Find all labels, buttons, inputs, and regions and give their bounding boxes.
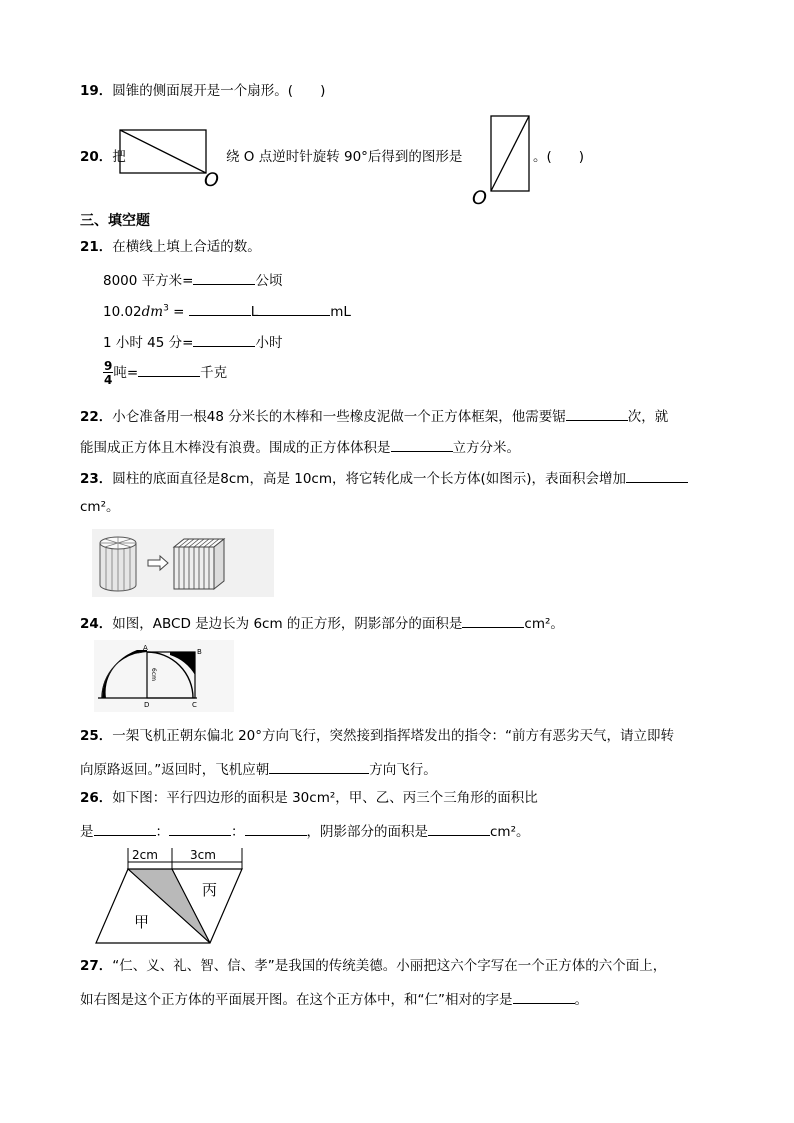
question-text: 如图，ABCD 是边长为 6cm 的正方形，阴影部分的面积是 (112, 616, 463, 632)
question-text: 小仑准备用一根48 分米长的木棒和一些橡皮泥做一个正方体框架，他需要锯 (112, 409, 566, 425)
question-number: 25． (80, 728, 113, 744)
cuboid (174, 539, 224, 589)
q21-line-4 (103, 360, 227, 386)
question-number: 23． (80, 471, 113, 487)
label-a: A (143, 644, 148, 652)
parallelogram-figure (92, 845, 248, 947)
rectangle-diagonal-figure (116, 126, 228, 190)
answer-blank[interactable] (513, 991, 575, 1004)
label-c: C (192, 701, 197, 709)
diagonal-line (120, 130, 206, 173)
answer-blank[interactable] (462, 615, 524, 628)
question-19 (80, 85, 325, 99)
question-text: 如下图：平行四边形的面积是 30cm²，甲、乙、丙三个三角形的面积比 (112, 790, 538, 806)
length-label-left: 2cm (132, 848, 158, 862)
question-22-line-2 (80, 439, 520, 456)
point-o-label: O (472, 187, 487, 208)
question-24 (80, 615, 564, 632)
question-number: 26． (80, 790, 113, 806)
question-number: 21． (80, 239, 113, 255)
unit: L (250, 304, 259, 320)
unit: 公顷 (255, 273, 283, 289)
answer-blank[interactable] (626, 470, 688, 483)
question-number: 22． (80, 409, 113, 425)
answer-blank[interactable] (193, 334, 255, 347)
denominator: 4 (104, 373, 113, 387)
question-text: 圆锥的侧面展开是一个扇形。( ) (112, 83, 326, 99)
label: 1 小时 45 分= (103, 335, 194, 351)
point-o-label: O (204, 169, 219, 190)
colon: ： (231, 824, 245, 840)
answer-blank[interactable] (193, 272, 255, 285)
label: 吨= (113, 365, 139, 381)
value: 10.02 (103, 304, 142, 320)
answer-blank[interactable] (138, 364, 200, 377)
question-text: 在横线上填上合适的数。 (112, 239, 261, 255)
answer-blank[interactable] (428, 823, 490, 836)
question-text-pre: 把 (112, 149, 126, 165)
question-number: 20． (80, 149, 113, 165)
question-text: cm²。 (524, 616, 564, 632)
question-26-line-2 (80, 823, 530, 840)
question-27-line-2 (80, 991, 588, 1008)
q21-line-3 (103, 334, 282, 351)
question-25-line-2 (80, 761, 437, 778)
question-text: 向原路返回。”返回时，飞机应朝 (80, 762, 270, 778)
unit: 小时 (255, 335, 283, 351)
label-d: D (144, 701, 150, 709)
answer-blank[interactable] (258, 303, 330, 316)
question-text: 方向飞行。 (369, 762, 437, 778)
label-b: B (197, 648, 202, 656)
label: 8000 平方米= (103, 273, 194, 289)
rotated-rectangle-figure (470, 112, 534, 208)
superscript: 3 (163, 303, 169, 314)
length-label-right: 3cm (190, 848, 216, 862)
label-bing: 丙 (202, 881, 218, 899)
question-text: ，阴影部分的面积是 (306, 824, 428, 840)
unit: mL (330, 304, 351, 320)
fraction (103, 360, 113, 386)
cylinder-to-cuboid-figure (92, 529, 274, 597)
cylinder (100, 537, 136, 591)
answer-blank[interactable] (169, 823, 231, 836)
unit: 千克 (200, 365, 228, 381)
question-number: 27． (80, 958, 113, 974)
question-text: 圆柱的底面直径是8cm，高是 10cm，将它转化成一个长方体(如图示)，表面积会增加 (112, 471, 627, 487)
question-21 (80, 241, 261, 255)
question-text: cm²。 (490, 824, 530, 840)
question-text: 是 (80, 824, 94, 840)
answer-blank[interactable] (566, 408, 628, 421)
question-20-end: 。( ) (533, 149, 585, 165)
question-text: 一架飞机正朝东偏北 20°方向飞行，突然接到指挥塔发出的指令：“前方有恶劣天气，请立即转 (112, 728, 675, 744)
question-text: 次，就 (627, 409, 669, 425)
question-text: 。 (574, 992, 588, 1008)
question-22-line-1 (80, 408, 668, 425)
answer-blank[interactable] (189, 303, 251, 316)
answer-blank[interactable] (391, 439, 453, 452)
question-number: 19． (80, 83, 113, 99)
question-23-line-2: cm²。 (80, 499, 120, 515)
unit-italic: dm (141, 304, 164, 320)
question-text: 立方分米。 (452, 440, 520, 456)
question-text: 如右图是这个正方体的平面展开图。在这个正方体中，和“仁”相对的字是 (80, 992, 513, 1008)
equals: = (168, 304, 189, 320)
question-25-line-1 (80, 730, 674, 744)
question-text: “仁、义、礼、智、信、孝”是我国的传统美德。小丽把这六个字写在一个正方体的六个面上， (112, 958, 667, 974)
question-text: 能围成正方体且木棒没有浪费。围成的正方体体积是 (80, 440, 391, 456)
label-jia: 甲 (134, 913, 150, 931)
diagonal-line (491, 116, 529, 191)
answer-blank[interactable] (94, 823, 156, 836)
section-title: 三、填空题 (80, 213, 150, 229)
side-length-label: 6cm (150, 668, 157, 681)
question-23-line-1 (80, 470, 688, 487)
q21-line-1 (103, 272, 282, 289)
question-20-middle: 绕 O 点逆时针旋转 90°后得到的图形是 (226, 149, 463, 165)
colon: ： (155, 824, 169, 840)
numerator: 9 (104, 359, 113, 373)
answer-blank[interactable] (245, 823, 307, 836)
question-number: 24． (80, 616, 113, 632)
q21-line-2 (103, 303, 351, 320)
question-26-line-1 (80, 792, 538, 806)
square-semicircle-figure (94, 640, 234, 712)
answer-blank[interactable] (269, 761, 369, 774)
question-27-line-1 (80, 960, 666, 974)
